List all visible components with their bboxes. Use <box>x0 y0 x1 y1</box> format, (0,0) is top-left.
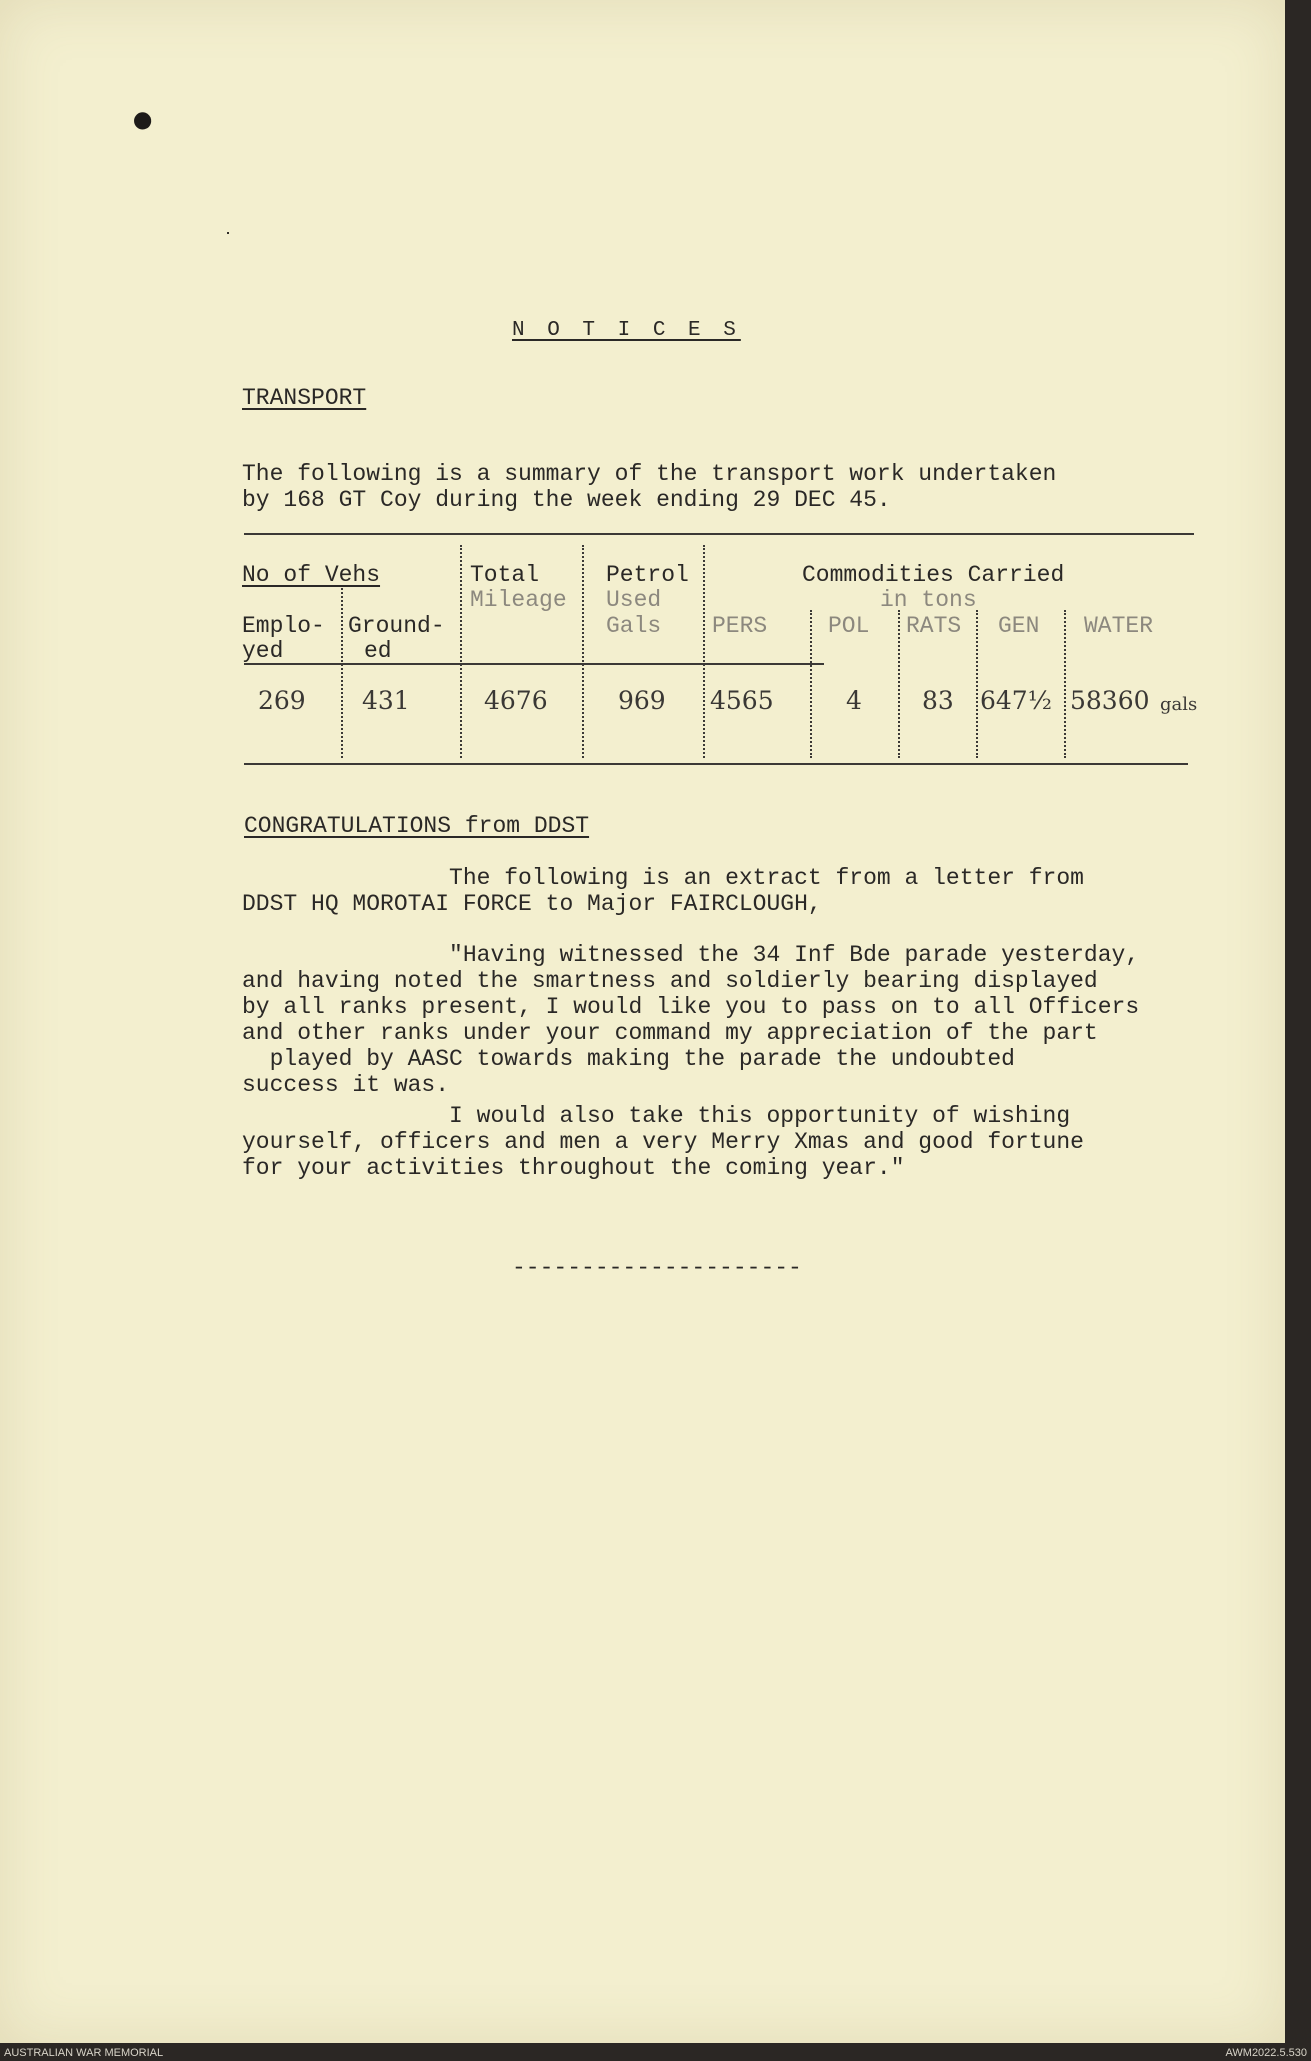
col-header-petrol: Petrol <box>606 562 689 588</box>
letter-quote-line-9: for your activities throughout the coming year." <box>242 1155 905 1181</box>
col-header-commodities: Commodities Carried <box>802 562 1065 588</box>
letter-quote-line-5: played by AASC towards making the parade the undoubted <box>242 1046 1015 1072</box>
column-divider <box>898 610 900 758</box>
col-header-used: Used <box>606 587 662 613</box>
cell-pers: 4565 <box>710 686 774 715</box>
transport-intro-line-2: by 168 GT Coy during the week ending 29 DEC 45. <box>242 487 891 513</box>
letter-intro-line-1: The following is an extract from a letter from <box>242 865 1084 891</box>
col-header-grounded: Ground- <box>348 613 445 639</box>
col-header-pol: POL <box>828 613 870 639</box>
col-header-gen: GEN <box>998 613 1040 639</box>
column-divider <box>341 588 343 758</box>
table-top-rule <box>244 533 1194 535</box>
staple-mark-icon: ․ <box>225 220 232 240</box>
cell-water-unit: gals <box>1160 694 1198 715</box>
col-header-in-tons: in tons <box>880 587 977 613</box>
closing-divider: --------------------- <box>512 1255 802 1281</box>
col-header-no-of-vehs: No of Vehs <box>242 562 381 588</box>
letter-quote-line-1: "Having witnessed the 34 Inf Bde parade yesterday, <box>242 942 1140 968</box>
column-divider <box>976 610 978 758</box>
letter-quote-line-2: and having noted the smartness and soldierly bearing displayed <box>242 968 1098 994</box>
col-header-rats: RATS <box>906 613 962 639</box>
col-header-grounded-2: ed <box>364 638 392 664</box>
table-bottom-rule <box>244 763 1188 765</box>
transport-heading: TRANSPORT <box>242 385 367 411</box>
transport-intro-line-1: The following is a summary of the transport work undertaken <box>242 461 1057 487</box>
cell-gen: 647½ <box>980 686 1052 715</box>
letter-intro-line-2: DDST HQ MOROTAI FORCE to Major FAIRCLOUGH, <box>242 891 822 917</box>
column-divider <box>703 545 705 758</box>
col-header-gals: Gals <box>606 613 662 639</box>
cell-rats: 83 <box>922 686 954 715</box>
letter-quote-line-6: success it was. <box>242 1072 450 1098</box>
letter-quote-line-3: by all ranks present, I would like you to pass on to all Officers <box>242 994 1140 1020</box>
letter-quote-line-7: I would also take this opportunity of wishing <box>242 1103 1071 1129</box>
column-divider <box>810 610 812 758</box>
cell-water: 58360 <box>1070 686 1150 715</box>
cell-grounded: 431 <box>362 686 410 715</box>
footer-right: AWM2022.5.530 <box>1225 2047 1307 2059</box>
notices-title: N O T I C E S <box>512 319 741 342</box>
table-header-rule <box>244 663 824 665</box>
cell-petrol-gals: 969 <box>618 686 666 715</box>
letter-quote-line-8: yourself, officers and men a very Merry Xmas and good fortune <box>242 1129 1084 1155</box>
col-header-total: Total <box>470 562 540 588</box>
congratulations-heading: CONGRATULATIONS from DDST <box>244 813 590 839</box>
letter-quote-line-4: and other ranks under your command my appreciation of the part <box>242 1020 1098 1046</box>
col-header-pers: PERS <box>712 613 768 639</box>
cell-employed: 269 <box>258 686 306 715</box>
col-header-employed-2: yed <box>242 638 284 664</box>
col-header-employed: Emplo- <box>242 613 325 639</box>
cell-pol: 4 <box>846 686 862 715</box>
punch-mark-icon: ● <box>123 97 161 148</box>
column-divider <box>460 545 462 758</box>
cell-total-mileage: 4676 <box>484 686 548 715</box>
column-divider <box>1064 610 1066 758</box>
col-header-water: WATER <box>1084 613 1154 639</box>
column-divider <box>582 545 584 758</box>
col-header-mileage: Mileage <box>470 587 567 613</box>
footer-left: AUSTRALIAN WAR MEMORIAL <box>4 2047 164 2059</box>
